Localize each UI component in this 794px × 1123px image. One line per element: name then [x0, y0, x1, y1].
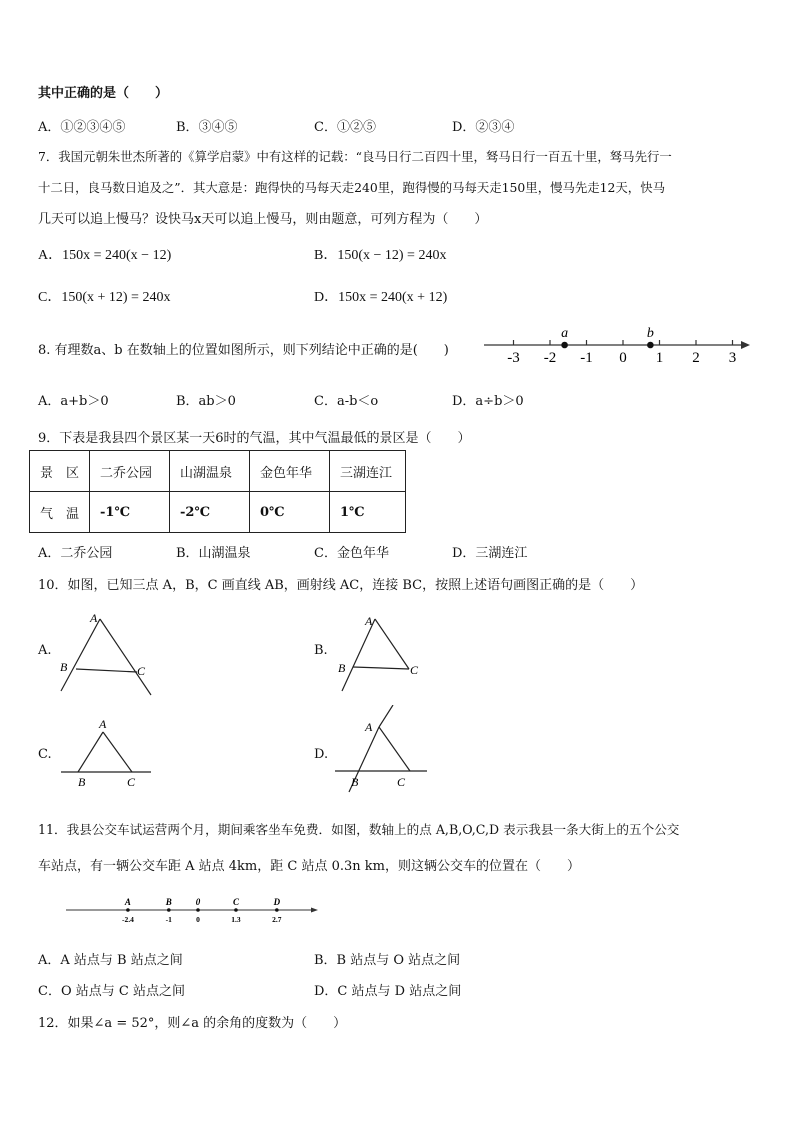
q8-point-label-a: a — [561, 326, 569, 341]
point-c-label: C — [397, 775, 406, 789]
table-cell: -1℃ — [90, 492, 170, 533]
q11-point-C — [234, 908, 238, 912]
segment-bc — [353, 667, 409, 669]
q11-tick-label: -1 — [165, 915, 172, 924]
q8-tick-label: 1 — [655, 350, 664, 366]
q11-point-0 — [196, 908, 200, 912]
q6-stem: 其中正确的是（ ） — [38, 86, 169, 101]
point-c-label: C — [137, 664, 146, 678]
q8-point-a — [561, 342, 568, 349]
table-cell: 气 温 — [30, 492, 90, 533]
q9-stem: 9．下表是我县四个景区某一天6时的气温，其中气温最低的景区是（ ） — [38, 431, 471, 446]
q11-stem-line2: 车站点，有一辆公交车距 A 站点 4km，距 C 站点 0.3n km，则这辆公交车的位置在（ ） — [38, 859, 580, 874]
q9-option-c: C．金色年华 — [314, 546, 389, 561]
q8-stem: 8. 有理数a、b 在数轴上的位置如图所示，则下列结论中正确的是( ) — [38, 343, 449, 358]
q8-option-d: D．a÷b＞0 — [452, 394, 524, 409]
q9-option-b: B．山湖温泉 — [176, 546, 251, 561]
q11-point-D — [275, 908, 279, 912]
q11-tick-label: 2.7 — [272, 915, 282, 924]
q10-figure-c — [55, 712, 165, 792]
q8-option-a: A．a+b＞0 — [38, 394, 109, 409]
point-a-label: A — [365, 720, 373, 734]
line-ab — [61, 619, 100, 691]
q8-tick-label: 2 — [692, 350, 700, 366]
q10-option-b: B. — [314, 643, 328, 658]
point-a-label: A — [365, 614, 373, 628]
line-ab-extension — [379, 705, 393, 727]
segment-ab — [78, 732, 103, 772]
segment-bc — [76, 669, 137, 672]
point-c-label: C — [127, 775, 136, 789]
q11-option-a: A．A 站点与 B 站点之间 — [38, 953, 183, 968]
q11-point-label: D — [273, 897, 281, 907]
point-a-label: A — [90, 611, 98, 625]
point-b-label: B — [78, 775, 86, 789]
q10-stem: 10．如图，已知三点 A，B，C 画直线 AB，画射线 AC，连接 BC，按照上述语句画图正确的是（ ） — [38, 578, 644, 593]
q7-stem-line1: 7．我国元朝朱世杰所著的《算学启蒙》中有这样的记载：“良马日行二百四十里，驽马日行一百五十里，驽马先行一 — [38, 149, 672, 164]
q8-ticks — [507, 340, 736, 366]
q9-temperature-table — [29, 450, 406, 533]
q10-option-d: D. — [314, 747, 329, 762]
table-cell: 金色年华 — [250, 451, 330, 492]
q10-option-c: C. — [38, 747, 52, 762]
q6-option-d: D．②③④ — [452, 120, 515, 135]
q8-tick-label: -1 — [580, 350, 593, 366]
table-cell: 1℃ — [330, 492, 406, 533]
table-header-row — [30, 451, 406, 492]
q11-point-B — [167, 908, 171, 912]
ray-ac — [100, 619, 151, 695]
q11-option-c: C．O 站点与 C 站点之间 — [38, 984, 185, 999]
point-b-label: B — [60, 660, 68, 674]
point-a-label: A — [99, 717, 107, 731]
q7-option-a: A．150x = 240(x − 12) — [38, 248, 172, 263]
table-row — [30, 492, 406, 533]
q11-number-line — [60, 892, 325, 928]
q6-option-c: C．①②⑤ — [314, 120, 376, 135]
q11-point-label: A — [124, 897, 131, 907]
q11-tick-label: 1.3 — [231, 915, 241, 924]
q8-point-label-b: b — [646, 326, 654, 341]
q8-tick-label: 0 — [619, 350, 627, 366]
table-cell: 0℃ — [250, 492, 330, 533]
q8-option-c: C．a-b＜o — [314, 394, 379, 409]
table-cell: 景 区 — [30, 451, 90, 492]
q7-option-c: C．150(x + 12) = 240x — [38, 290, 171, 305]
q9-option-d: D．三湖连江 — [452, 546, 528, 561]
point-b-label: B — [338, 661, 346, 675]
q11-point-label: 0 — [195, 897, 201, 907]
table-cell: 三湖连江 — [330, 451, 406, 492]
line-ab — [342, 619, 375, 691]
q11-axis-arrow — [311, 908, 318, 913]
q7-option-d: D．150x = 240(x + 12) — [314, 290, 448, 305]
segment-ac — [375, 619, 409, 669]
segment-ac — [379, 727, 410, 771]
table-cell: 二乔公园 — [90, 451, 170, 492]
table-cell: -2℃ — [170, 492, 250, 533]
q8-tick-label: 3 — [728, 350, 737, 366]
q11-point-A — [126, 908, 130, 912]
q11-tick-label: -2.4 — [121, 915, 134, 924]
q8-tick-label: -3 — [507, 350, 520, 366]
q6-option-b: B．③④⑤ — [176, 120, 238, 135]
q11-tick-label: 0 — [196, 915, 200, 924]
q8-tick-label: -2 — [543, 350, 557, 366]
q10-option-a: A. — [38, 643, 52, 658]
q7-stem-line3: 几天可以追上慢马？设快马x天可以追上慢马，则由题意，可列方程为（ ） — [38, 212, 488, 227]
q10-figure-a — [55, 605, 165, 700]
q11-point-label: B — [165, 897, 172, 907]
q8-number-line — [480, 318, 760, 368]
q11-stem-line1: 11．我县公交车试运营两个月，期间乘客坐车免费．如图，数轴上的点 A,B,O,C,D 表示我县一条大街上的五个公交 — [38, 822, 680, 837]
q9-option-a: A．二乔公园 — [38, 546, 113, 561]
q12-stem: 12．如果∠a = 52°，则∠a 的余角的度数为（ ） — [38, 1016, 347, 1031]
q11-option-b: B．B 站点与 O 站点之间 — [314, 953, 461, 968]
q8-point-b — [647, 342, 654, 349]
q11-point-label: C — [232, 897, 239, 907]
q8-option-b: B．ab＞0 — [176, 394, 236, 409]
point-c-label: C — [410, 663, 419, 677]
q11-option-d: D．C 站点与 D 站点之间 — [314, 984, 462, 999]
q7-stem-line2: 十二日，良马数日追及之”．其大意是：跑得快的马每天走240里，跑得慢的马每天走150里，慢马先走12天，快马 — [38, 180, 665, 195]
segment-ac — [103, 732, 132, 772]
q10-figure-d — [335, 705, 445, 800]
q6-option-a: A．①②③④⑤ — [38, 120, 126, 135]
q8-axis-arrow — [741, 341, 750, 349]
table-cell: 山湖温泉 — [170, 451, 250, 492]
q10-figure-b — [330, 605, 440, 700]
point-b-label: B — [351, 775, 359, 789]
q7-option-b: B．150(x − 12) = 240x — [314, 248, 447, 263]
